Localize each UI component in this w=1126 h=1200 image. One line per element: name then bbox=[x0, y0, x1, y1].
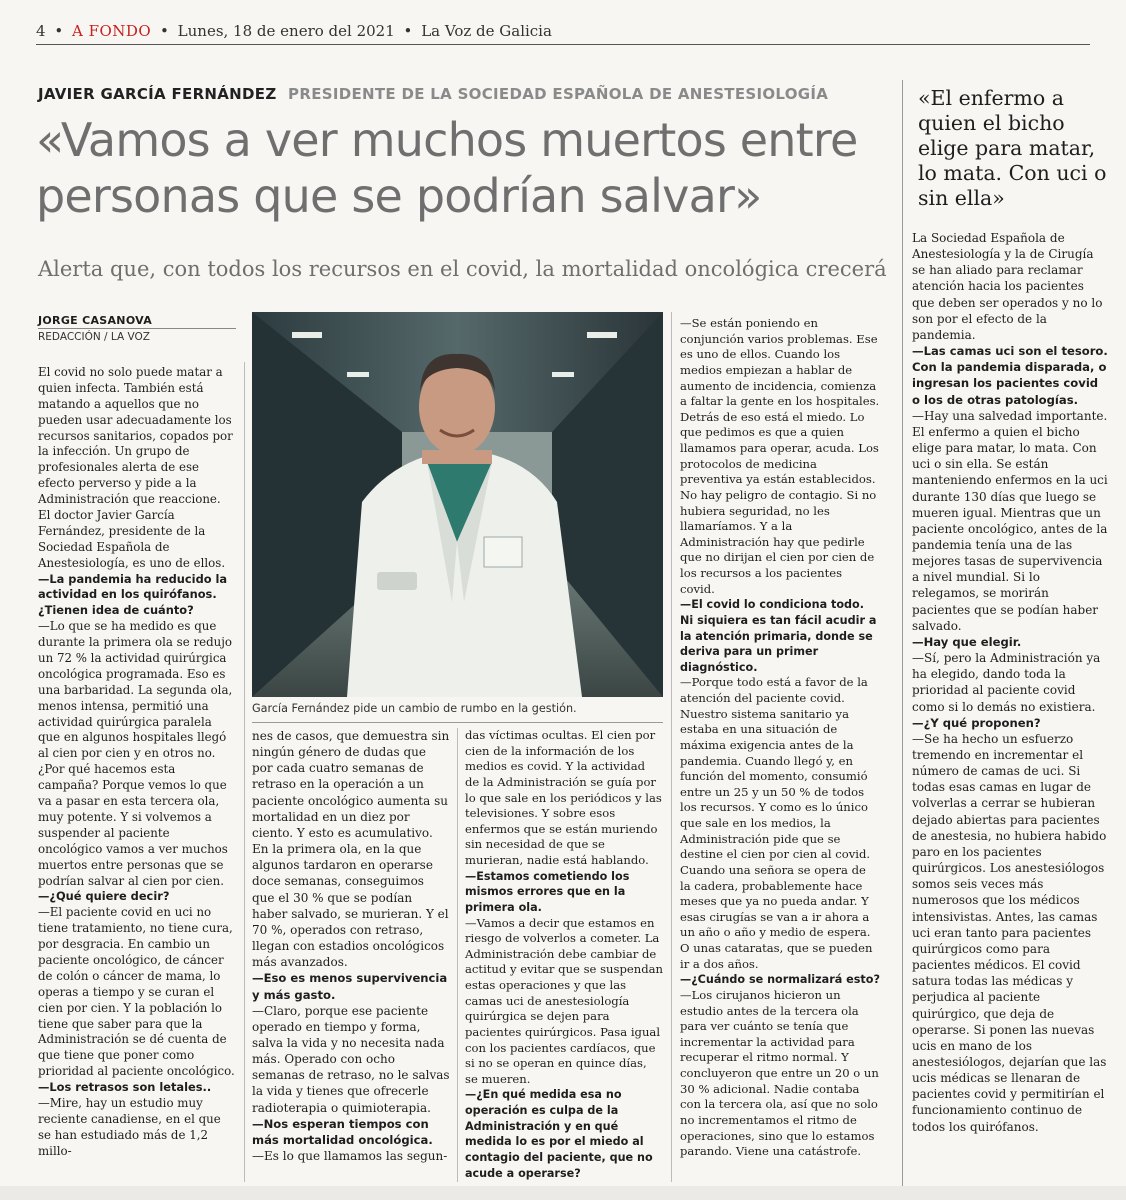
headline-line-2: personas que se podrían salvar» bbox=[36, 169, 762, 223]
article-paragraph: —Lo que se ha medido es que durante la primera ola se redujo un 72 % la actividad quirúrgica oncológica programada. Eso es una barbaridad. La segunda ola, menos intensa, permitió una actividad quirúrgica paralela que en algunos hospitales llegó al cien por cien y en otros no. ¿Por qué hacemos esta campaña? Porque vemos lo que va a pasar en esta tercera ola, muy potente. Y si volvemos a suspender al paciente oncológico vamos a ver muchos muertos entre personas que se podrían salvar al cien por cien. bbox=[38, 619, 233, 888]
interview-question: —Eso es menos supervivencia y más gasto. bbox=[252, 971, 448, 1002]
sidebar-divider bbox=[902, 80, 903, 1186]
article-paragraph: —Los cirujanos hicieron un estudio antes de la tercera ola para ver cuánto se tenía que incrementar la actividad para recuperar el ritmo normal. Y concluyeron que entre un 20 o un 30 % adicional. Nadie contaba con la tercera ola, así que no solo no incrementamos el ritmo de operaciones, sino que lo estamos parando. Viene una catástrofe. bbox=[680, 987, 879, 1159]
byline-author: JORGE CASANOVA bbox=[38, 314, 153, 327]
headline-line-1: «Vamos a ver muchos muertos entre bbox=[36, 113, 858, 167]
column-divider bbox=[457, 728, 458, 1182]
issue-date: Lunes, 18 de enero del 2021 bbox=[177, 22, 395, 40]
subheadline: Alerta que, con todos los recursos en el covid, la mortalidad oncológica crecerá bbox=[38, 257, 887, 281]
interview-question: —Hay que elegir. bbox=[912, 634, 1022, 649]
byline-divider bbox=[38, 328, 236, 329]
pull-quote: «El enfermo a quien el bicho elige para matar, lo mata. Con uci o sin ella» bbox=[918, 86, 1107, 210]
interview-question: —¿Cuándo se normalizará esto? bbox=[680, 973, 880, 987]
page-number: 4 bbox=[36, 22, 46, 40]
page-bottom-edge bbox=[0, 1186, 1126, 1200]
article-paragraph: —Mire, hay un estudio muy reciente canadiense, en el que se han estudiado más de 1,2 millo- bbox=[38, 1095, 221, 1158]
section-name: A FONDO bbox=[71, 22, 152, 40]
article-paragraph: —Es lo que llamamos las segun- bbox=[252, 1149, 448, 1164]
interview-question: —Las camas uci son el tesoro. Con la pandemia disparada, o ingresan los pacientes covid o los de otras patologías. bbox=[912, 344, 1108, 407]
article-paragraph: —Sí, pero la Administración ya ha elegido, dando toda la prioridad al paciente covid como si lo demás no existiera. bbox=[912, 651, 1101, 714]
article-paragraph: El covid no solo puede matar a quien infecta. También está matando a aquellos que no pueden usar adecuadamente los recursos sanitarios, copados por la infección. Un grupo de profesionales alerta de ese efecto perverso y pide a la Administración que reaccione. El doctor Javier García Fernández, presidente de la Sociedad Española de Anestesiología, es uno de ellos. bbox=[38, 365, 233, 570]
interview-question: —El covid lo condiciona todo. Ni siquiera es tan fácil acudir a la atención primaria, donde se deriva para un primer diagnóstico. bbox=[680, 598, 877, 674]
sidebar-column bbox=[912, 230, 1108, 1135]
column-divider bbox=[671, 312, 672, 1182]
interview-question: —¿En qué medida esa no operación es culpa de la Administración y en qué medida lo es por el miedo al contagio del paciente, que no acude a operarse? bbox=[465, 1088, 653, 1180]
doctor-portrait-illustration bbox=[252, 312, 663, 697]
article-paragraph: —Hay una salvedad importante. El enfermo a quien el bicho elige para matar, lo mata. Con uci o sin ella. Se están manteniendo enfermos en la uci durante 130 días que luego se mueren igual. Mientras que un paciente oncológico, antes de la pandemia tenía una de las mejores tasas de supervivencia a nivel mundial. Si lo relegamos, se morirán pacientes que se podían haber salvado. bbox=[912, 408, 1108, 633]
article-column-2 bbox=[252, 728, 450, 1164]
interview-question: —¿Qué quiere decir? bbox=[38, 889, 170, 904]
kicker bbox=[38, 85, 828, 103]
article-column-1 bbox=[38, 365, 236, 1160]
photo-caption: García Fernández pide un cambio de rumbo en la gestión. bbox=[252, 702, 577, 715]
newspaper-name: La Voz de Galicia bbox=[421, 22, 552, 40]
article-paragraph: —Se están poniendo en conjunción varios problemas. Ese es uno de ellos. Cuando los medios empiezan a hablar de aumento de incidencia, comienza a faltar la gente en los hospitales. Detrás de eso está el miedo. Lo que pedimos es que a quien llamamos para operar, acuda. Los protocolos de medicina preventiva ya están establecidos. No hay peligro de contagio. Si no hubiera seguridad, no les llamaríamos. Y a la Administración hay que pedirle que no dirijan el cien por cien de los recursos a los pacientes covid. bbox=[680, 316, 880, 596]
article-paragraph: —Vamos a decir que estamos en riesgo de volverlos a cometer. La Administración debe cambiar de actitud y evitar que se suspendan estas operaciones y que las camas uci de anestesiología quirúrgica se dejen para pacientes quirúrgicos. Pasa igual con los pacientes cardíacos, que si no se operan en quince días, se mueren. bbox=[465, 915, 664, 1086]
caption-divider bbox=[252, 722, 663, 723]
interview-question: —¿Y qué proponen? bbox=[912, 715, 1041, 730]
interview-question: —Nos esperan tiempos con más mortalidad oncológica. bbox=[252, 1116, 433, 1147]
article-photo bbox=[252, 312, 663, 697]
article-paragraph: —Se ha hecho un esfuerzo tremendo en incrementar el número de camas de uci. Si todas esas camas en lugar de volverlas a cerrar se hubieran dejado abiertas para pacientes de anestesia, no hubiera habido paro en los pacientes quirúrgicos. Los anestesiólogos somos seis veces más numerosos que los médicos intensivistas. Antes, las camas uci eran tanto para pacientes quirúrgicos como para pacientes médicos. El covid satura todas las médicas y perjudica al paciente quirúrgico, que deja de operarse. Si ponen las nuevas ucis en mano de los anestesiólogos, dejarían que las ucis médicas se llenaran de pacientes covid y permitirían el funcionamiento continuo de todos los quirófanos. bbox=[912, 731, 1107, 1134]
article-column-3 bbox=[465, 728, 663, 1181]
article-paragraph: —El paciente covid en uci no tiene tratamiento, no tiene cura, por desgracia. En cambio un paciente oncológico, de cáncer de colón o cáncer de mama, lo operas a tiempo y se curan el cien por cien. Y la población lo tiene que saber para que la Administración se dé cuenta de que tiene que poner como prioridad al paciente oncológico. bbox=[38, 905, 235, 1079]
article-paragraph: nes de casos, que demuestra sin ningún género de dudas que por cada cuatro semanas de retraso en la operación a un paciente oncológico aumenta su mortalidad en un diez por ciento. Y esto es acumulativo. En la primera ola, en la que algunos tardaron en operarse doce semanas, conseguimos que el 30 % que se podían haber salvado, se murieran. Y el 70 %, operados con retraso, llegan con estadios oncológicos más avanzados. bbox=[252, 729, 450, 970]
interviewee-name: JAVIER GARCÍA FERNÁNDEZ bbox=[38, 85, 277, 103]
masthead-divider bbox=[36, 44, 1090, 45]
article-paragraph: —Claro, porque ese paciente operado en tiempo y forma, salva la vida y no necesita nada más. Operado con ocho semanas de retraso, no le salvas la vida y tienes que ofrecerle radioterapia o quimioterapia. bbox=[252, 1003, 450, 1115]
article-column-4 bbox=[680, 316, 880, 1160]
masthead: 4 • A FONDO • Lunes, 18 de enero del 2021 • La Voz de Galicia bbox=[36, 22, 552, 40]
article-paragraph: das víctimas ocultas. El cien por cien de la información de los medios es covid. Y la actividad de la Administración se guía por lo que sale en los periódicos y las televisiones. Y sobre esos enfermos que se están muriendo sin necesidad de que se murieran, nadie está hablando. bbox=[465, 728, 662, 867]
article-paragraph: —Porque todo está a favor de la atención del paciente covid. Nuestro sistema sanitario ya estaba en una situación de máxima exigencia antes de la pandemia. Cuando llegó y, en función del momento, consumió entre un 25 y un 50 % de todos los recursos. Y como es lo único que sale en los medios, la Administración pide que se destine el cien por cien al covid. Cuando una señora se opera de la cadera, probablemente hace meses que ya no pueda andar. Y esas cirugías se van a ir ahora a un año o año y medio de espera. O unas cataratas, que se pueden ir a dos años. bbox=[680, 675, 873, 971]
column-divider bbox=[244, 362, 245, 1182]
interview-question: —Estamos cometiendo los mismos errores que en la primera ola. bbox=[465, 869, 630, 914]
article-paragraph: La Sociedad Española de Anestesiología y la de Cirugía se han aliado para reclamar atención hacia los pacientes que deben ser operados y no lo son por el efecto de la pandemia. bbox=[912, 231, 1103, 342]
interview-question: —La pandemia ha reducido la actividad en los quirófanos. ¿Tienen idea de cuánto? bbox=[38, 571, 228, 618]
byline-desk: REDACCIÓN / LA VOZ bbox=[38, 331, 150, 343]
interview-question: —Los retrasos son letales.. bbox=[38, 1080, 212, 1095]
headline bbox=[36, 112, 876, 224]
interviewee-role: PRESIDENTE DE LA SOCIEDAD ESPAÑOLA DE ANESTESIOLOGÍA bbox=[288, 85, 829, 103]
